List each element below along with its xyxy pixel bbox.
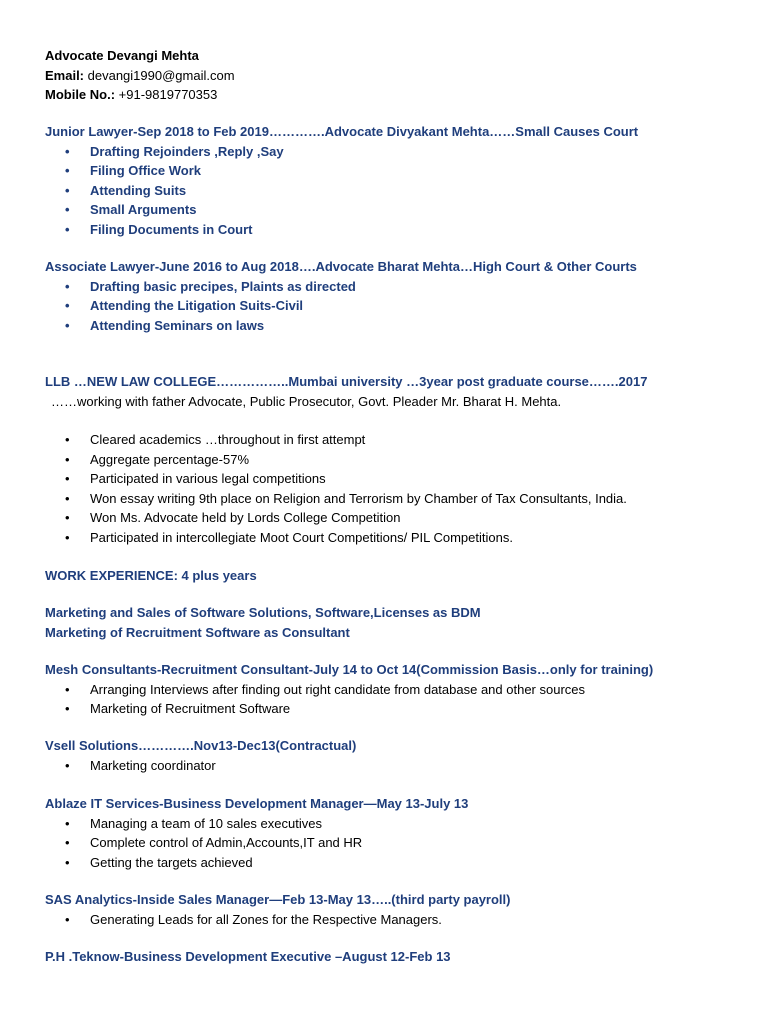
job-title: Junior Lawyer-Sep 2018 to Feb 2019………….Advocate Divyakant Mehta……Small Causes Court [45,124,639,139]
email-line [45,66,748,86]
list-item: • Won essay writing 9th place on Religion and Terrorism by Chamber of Tax Consultants, India. [45,489,748,509]
role-ph-teknow [45,947,748,967]
list-item: • Drafting Rejoinders ,Reply ,Say [45,142,748,162]
job-duties [45,277,748,336]
list-item: • Arranging Interviews after finding out right candidate from database and other sources [45,680,748,700]
list-item: • Filing Documents in Court [45,220,748,240]
work-experience-heading: WORK EXPERIENCE: 4 plus years [45,568,257,583]
achievement-list [45,430,748,547]
work-summary [45,603,748,642]
role-duties [45,910,748,930]
role-duties [45,680,748,719]
list-item: • Attending Suits [45,181,748,201]
education-section [45,372,748,411]
list-item: • Cleared academics …throughout in first attempt [45,430,748,450]
list-item: • Participated in intercollegiate Moot Court Competitions/ PIL Competitions. [45,528,748,548]
role-ablaze [45,794,748,872]
list-item: • Small Arguments [45,200,748,220]
contact-header [45,46,748,105]
role-duties [45,756,748,776]
education-title: LLB …NEW LAW COLLEGE……………..Mumbai university …3year post graduate course…….2017 [45,374,648,389]
list-item: • Generating Leads for all Zones for the Respective Managers. [45,910,748,930]
job-duties [45,142,748,240]
list-item: • Marketing of Recruitment Software [45,699,748,719]
work-experience-heading-block [45,566,748,586]
education-note: ……working with father Advocate, Public Prosecutor, Govt. Pleader Mr. Bharat H. Mehta. [51,393,562,409]
email-value: devangi1990@gmail.com [84,67,235,83]
role-title: SAS Analytics-Inside Sales Manager—Feb 13-May 13…..(third party payroll) [45,892,511,907]
list-item: • Won Ms. Advocate held by Lords College Competition [45,508,748,528]
education-achievements [45,430,748,547]
list-item: • Marketing coordinator [45,756,748,776]
role-vsell [45,736,748,775]
list-item: • Attending Seminars on laws [45,316,748,336]
email-label: Email: [45,67,85,83]
list-item: • Drafting basic precipes, Plaints as directed [45,277,748,297]
mobile-line [45,85,748,105]
summary-line: Marketing of Recruitment Software as Consultant [45,624,350,640]
list-item: • Attending the Litigation Suits-Civil [45,296,748,316]
list-item: • Filing Office Work [45,161,748,181]
role-duties [45,814,748,873]
job-title: Associate Lawyer-June 2016 to Aug 2018….Advocate Bharat Mehta…High Court & Other Courts [45,259,637,274]
role-title: Vsell Solutions………….Nov13-Dec13(Contractual) [45,738,357,753]
role-title: Mesh Consultants-Recruitment Consultant-July 14 to Oct 14(Commission Basis…only for training) [45,662,654,677]
role-title: P.H .Teknow-Business Development Executive –August 12-Feb 13 [45,949,451,964]
list-item: • Managing a team of 10 sales executives [45,814,748,834]
role-sas [45,890,748,929]
list-item: • Complete control of Admin,Accounts,IT and HR [45,833,748,853]
list-item: • Participated in various legal competitions [45,469,748,489]
list-item: • Getting the targets achieved [45,853,748,873]
candidate-name: Advocate Devangi Mehta [45,48,199,63]
job-junior-lawyer [45,122,748,239]
summary-line: Marketing and Sales of Software Solutions, Software,Licenses as BDM [45,605,481,620]
mobile-label: Mobile No.: [45,87,116,102]
job-associate-lawyer [45,257,748,335]
role-title: Ablaze IT Services-Business Development Manager—May 13-July 13 [45,796,469,811]
list-item: • Aggregate percentage-57% [45,450,748,470]
role-mesh-consultants [45,660,748,719]
mobile-value: +91-9819770353 [115,87,218,102]
